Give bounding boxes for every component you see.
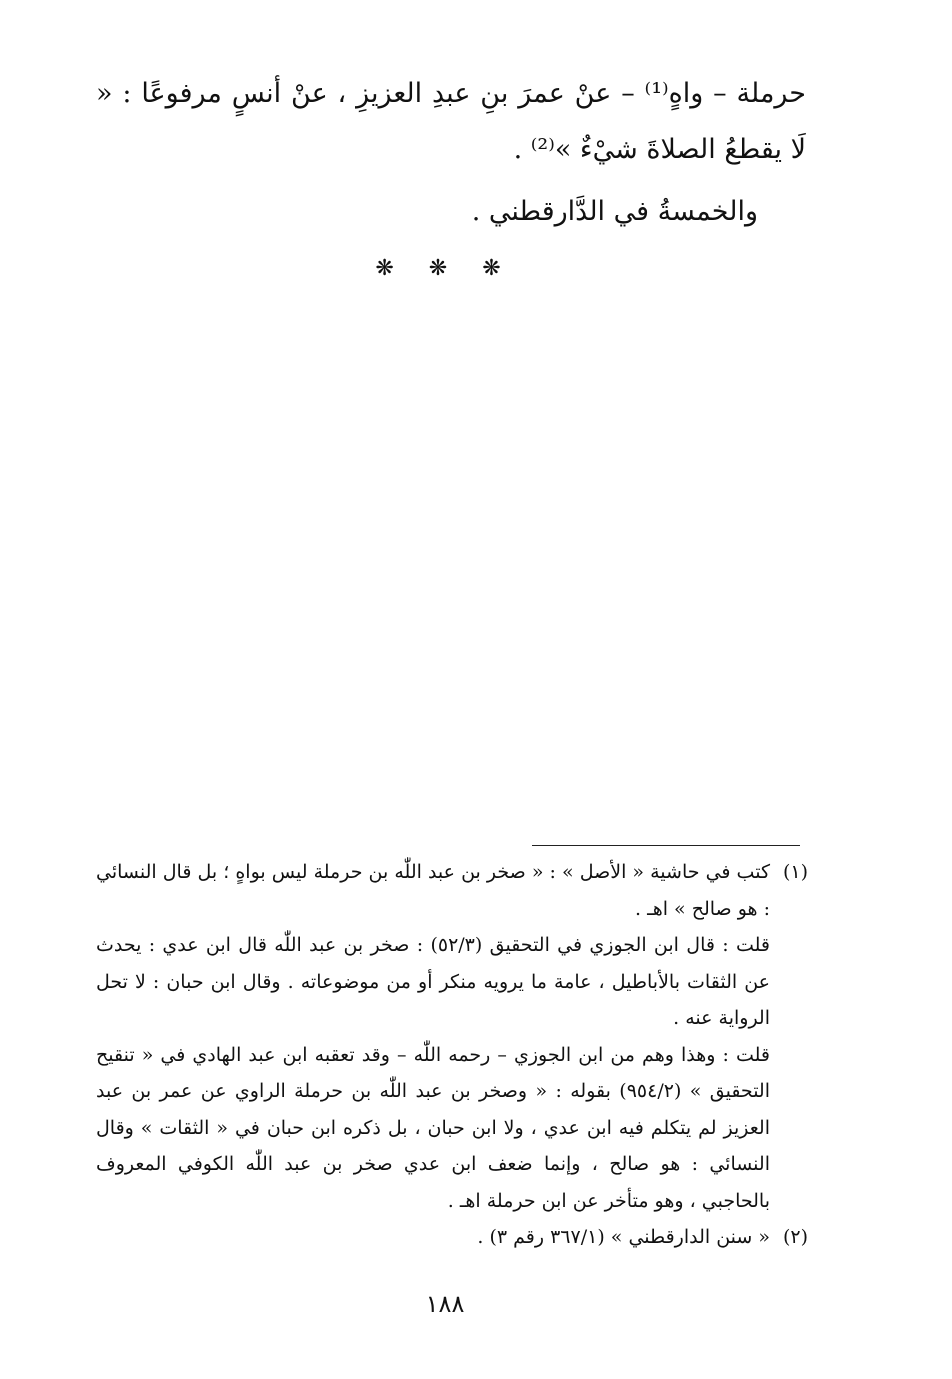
footnotes [96, 854, 808, 1256]
main-paragraph: حرملة – واهٍ⁽¹⁾ – عنْ عمرَ بنِ عبدِ العزيزِ ، عنْ أنسٍ مرفوعًا : « لَا يقطعُ الصلاةَ شيْءٌ »⁽²⁾ . [96, 78, 807, 165]
section-separator: ❋ ❋ ❋ [375, 256, 515, 281]
footnote-divider [532, 845, 800, 846]
footnote-paragraph: قلت : قال ابن الجوزي في التحقيق (٥٢/٣) : صخر بن عبد اللّٰه قال ابن عدي : يحدث عن الثقات بالأباطيل ، عامة ما يرويه منكر أو من موضوعاته . وقال ابن حبان : لا تحل الرواية عنه . [96, 934, 770, 1029]
footnote-1 [96, 854, 808, 1219]
page-number: ١٨٨ [425, 1290, 465, 1318]
footnote-2 [96, 1219, 808, 1256]
footnote-paragraph: « سنن الدارقطني » (٣٦٧/١ رقم ٣) . [477, 1226, 770, 1248]
main-paragraph-closing: والخمسةُ في الدَّارقطني . [471, 196, 758, 227]
footnote-number: (٢) [782, 1226, 808, 1248]
footnote-number: (١) [782, 861, 808, 883]
main-text [96, 66, 806, 240]
footnote-paragraph: كتب في حاشية « الأصل » : « صخر بن عبد اللّٰه بن حرملة ليس بواهٍ ؛ بل قال النسائي : هو صالح » اهـ . [96, 861, 770, 920]
footnote-paragraph: قلت : وهذا وهم من ابن الجوزي – رحمه اللّٰه – وقد تعقبه ابن عبد الهادي في « تنقيح التحقيق » (٩٥٤/٢) بقوله : « وصخر بن عبد اللّٰه بن حرملة الراوي عن عمر بن عبد العزيز لم يتكلم فيه ابن عدي ، ولا ابن حبان ، بل ذكره ابن حبان في « الثقات » وقال النسائي : هو صالح ، وإنما ضعف ابن عدي صخر بن عبد اللّٰه الكوفي المعروف بالحاجبي ، وهو متأخر عن ابن حرملة اهـ . [96, 1043, 770, 1212]
